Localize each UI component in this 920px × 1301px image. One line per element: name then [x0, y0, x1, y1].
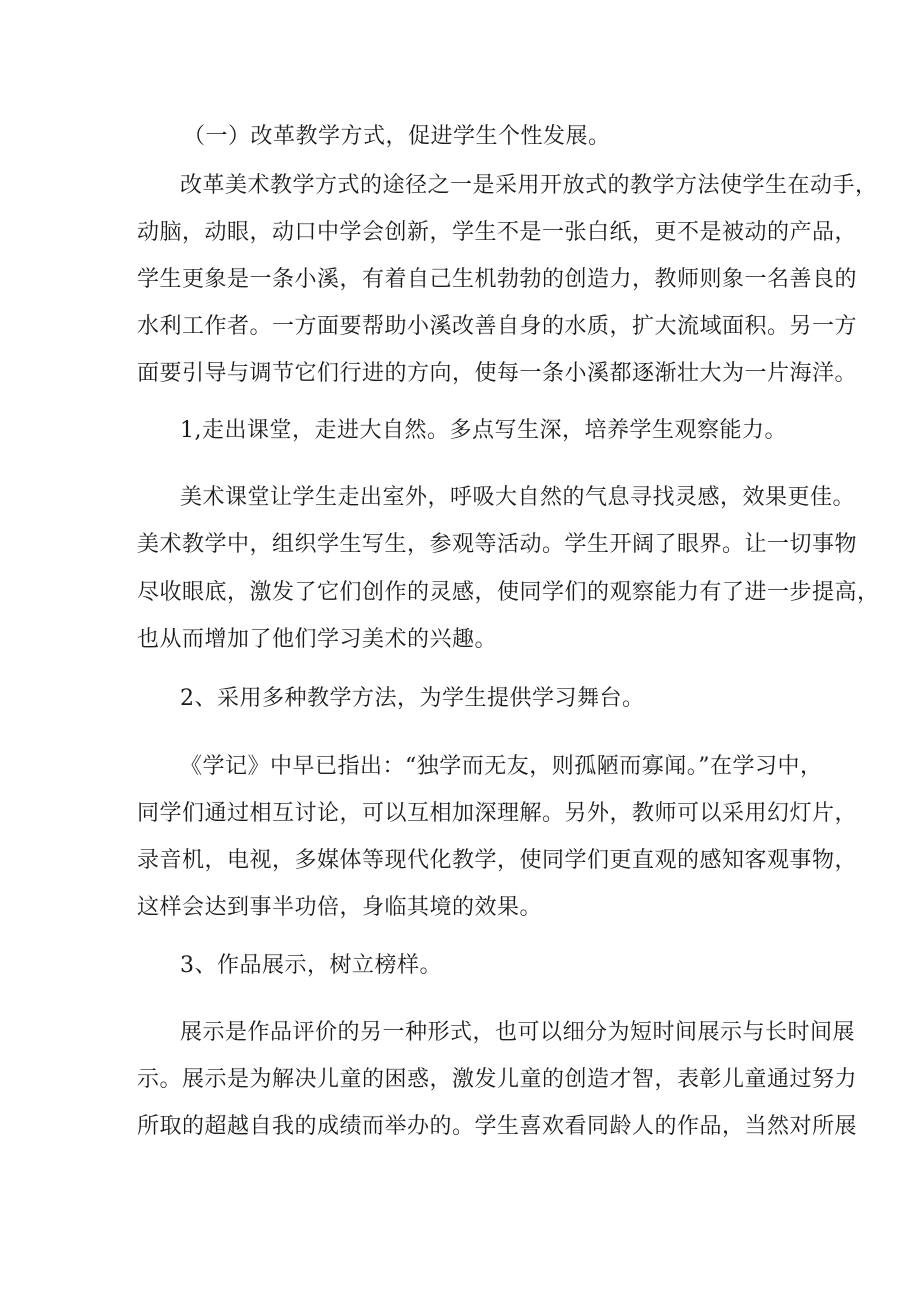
- paragraph-1-line-1: 改革美术教学方式的途径之一是采用开放式的教学方法使学生在动手，: [180, 173, 878, 198]
- paragraph-3-line-2: 同学们通过相互讨论，可以互相加深理解。另外，教师可以采用幻灯片，: [137, 801, 858, 826]
- section-heading-3: 2、采用多种教学方法，为学生提供学习舞台。: [180, 686, 645, 711]
- paragraph-2-line-1: 美术课堂让学生走出室外，呼吸大自然的气息寻找灵感，效果更佳。: [180, 485, 856, 510]
- paragraph-2-line-4: 也从而增加了他们学习美术的兴趣。: [137, 627, 498, 652]
- paragraph-4-line-1: 展示是作品评价的另一种形式，也可以细分为短时间展示与长时间展: [180, 1020, 856, 1045]
- paragraph-1-line-4: 水利工作者。一方面要帮助小溪改善自身的水质，扩大流域面积。另一方: [137, 314, 858, 339]
- paragraph-3-line-1: 《学记》中早已指出：“独学而无友，则孤陋而寡闻。”在学习中，: [180, 754, 823, 779]
- paragraph-4-line-3: 所取的超越自我的成绩而举办的。学生喜欢看同龄人的作品，当然对所展: [137, 1114, 858, 1139]
- section-heading-4: 3、作品展示，树立榜样。: [180, 953, 442, 978]
- paragraph-3-line-3: 录音机，电视，多媒体等现代化教学，使同学们更直观的感知客观事物，: [137, 848, 858, 873]
- paragraph-1-line-3: 学生更象是一条小溪，有着自己生机勃勃的创造力，教师则象一名善良的: [137, 267, 858, 292]
- paragraph-1-line-2: 动脑，动眼，动口中学会创新，学生不是一张白纸，更不是被动的产品，: [137, 220, 858, 245]
- paragraph-1-line-5: 面要引导与调节它们行进的方向，使每一条小溪都逐渐壮大为一片海洋。: [137, 361, 858, 386]
- paragraph-4-line-2: 示。展示是为解决儿童的困惑，激发儿童的创造才智，表彰儿童通过努力: [137, 1067, 858, 1092]
- paragraph-2-line-3: 尽收眼底，激发了它们创作的灵感，使同学们的观察能力有了进一步提高，: [137, 580, 880, 605]
- paragraph-2-line-2: 美术教学中，组织学生写生，参观等活动。学生开阔了眼界。让一切事物: [137, 532, 858, 557]
- section-heading-2: 1,走出课堂，走进大自然。多点写生深，培养学生观察能力。: [180, 418, 787, 443]
- section-heading-1: （一）改革教学方式，促进学生个性发展。: [183, 124, 611, 149]
- paragraph-3-line-4: 这样会达到事半功倍，身临其境的效果。: [137, 895, 543, 920]
